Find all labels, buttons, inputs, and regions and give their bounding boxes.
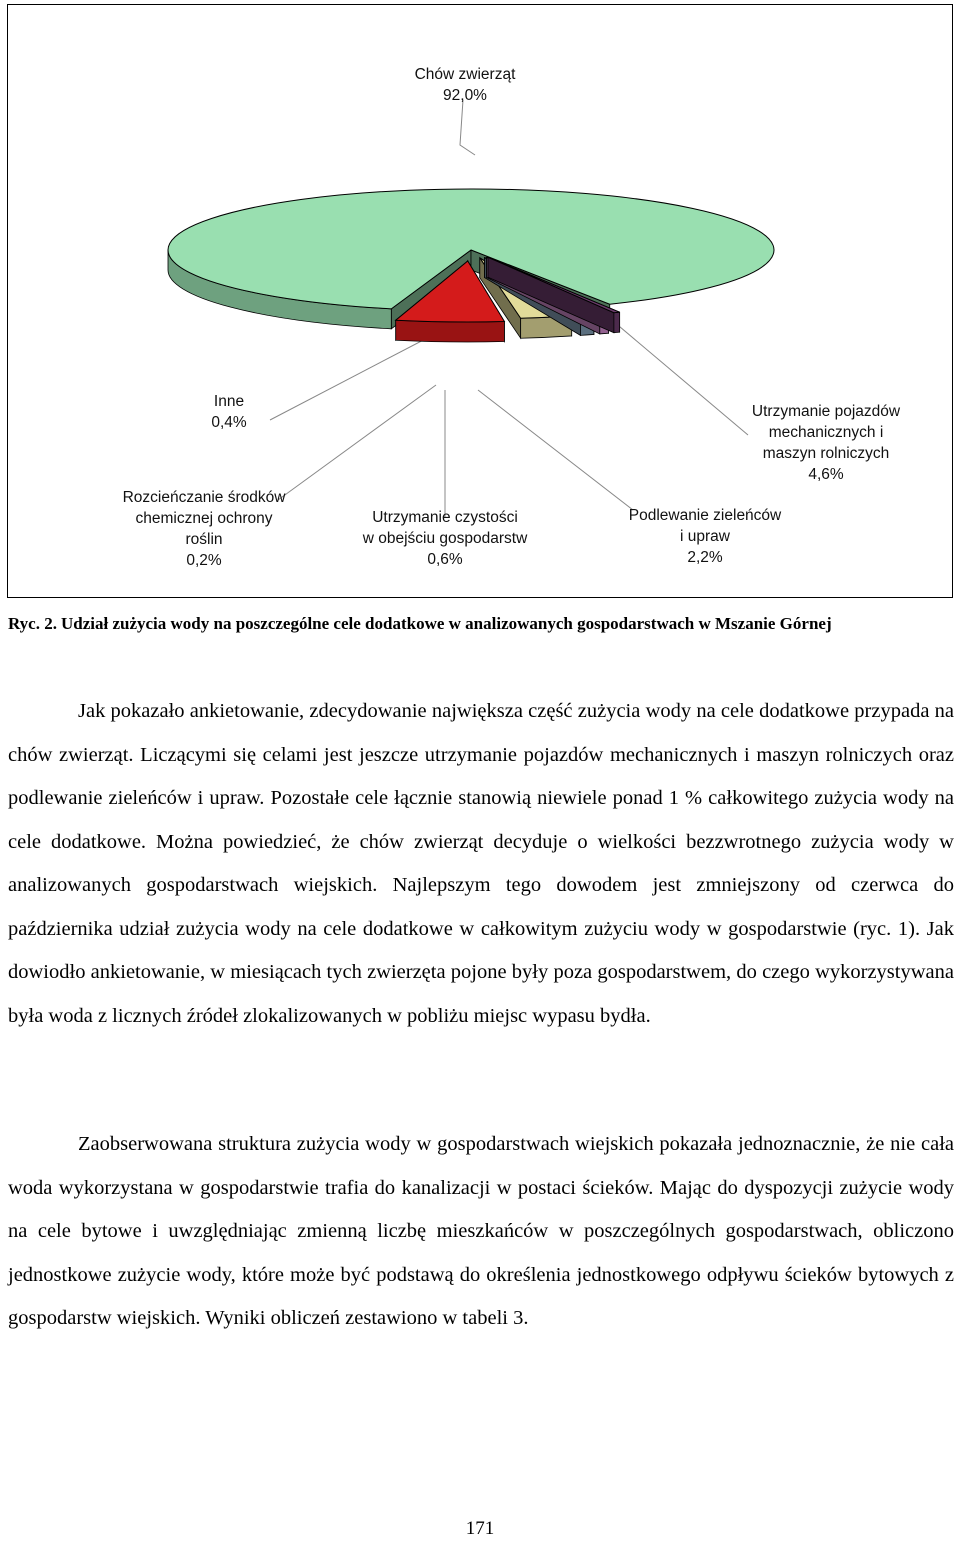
pie-slice-rim	[614, 312, 620, 333]
slice-label	[752, 403, 901, 483]
leader-line	[270, 335, 433, 420]
slice-label-line: Inne	[213, 393, 245, 410]
slice-label-line: 0,4%	[211, 414, 247, 431]
slice-label-line: 0,6%	[427, 551, 463, 568]
slice-label-line: Chów zwierząt	[414, 66, 516, 83]
chart-frame	[7, 4, 953, 598]
slice-label-line: w obejściu gospodarstw	[362, 530, 528, 547]
body-paragraph-2: Zaobserwowana struktura zużycia wody w gospodarstwach wiejskich pokazała jednoznacznie, że nie cała woda wykorzystana w gospodarstwie trafia do kanalizacji w postaci ścieków. Mając do dyspozycji zużycie wody na cele bytowe i uwzględniając zmienną liczbę mieszkańców w poszczególnych gospodarstwach, obliczono jednostkowe zużycie wody, które może być podstawą do określenia jednostkowego odpływu ścieków bytowych z gospodarstw wiejskich. Wyniki obliczeń zestawiono w tabeli 3.	[8, 1133, 954, 1329]
slice-label	[211, 393, 247, 431]
slice-label-line: 2,2%	[687, 549, 723, 566]
slice-label-line: Rozcieńczanie środków	[122, 489, 286, 506]
slice-label	[629, 507, 782, 566]
caption-text: Udział zużycia wody na poszczególne cele dodatkowe w analizowanych gospodarstwach w Mszanie Górnej	[60, 614, 832, 633]
slice-label-line: 92,0%	[443, 87, 487, 104]
leader-line	[278, 385, 436, 500]
body-paragraph-1: Jak pokazało ankietowanie, zdecydowanie największa część zużycia wody na cele dodatkowe przypada na chów zwierząt. Liczącymi się celami jest jeszcze utrzymanie pojazdów mechanicznych i maszyn rolniczych oraz podlewanie zieleńców i upraw. Pozostałe cele łącznie stanowią niewiele ponad 1 % całkowitego zużycia wody na cele dodatkowe. Można powiedzieć, że chów zwierząt decyduje o wielkości bezzwrotnego zużycia wody w analizowanych gospodarstwach wiejskich. Najlepszym tego dowodem jest zmniejszony od czerwca do października udział zużycia wody na cele dodatkowe w całkowitym zużyciu wody w gospodarstwie (ryc. 1). Jak dowiodło ankietowanie, w miesiącach tych zwierzęta pojone były poza gospodarstwem, do czego wykorzystywana była woda z licznych źródeł zlokalizowanych w pobliżu miejsc wypasu bydła.	[8, 700, 954, 1027]
slice-label-line: Utrzymanie czystości	[372, 509, 518, 526]
slice-label-line: roślin	[185, 531, 223, 548]
slice-label-line: Utrzymanie pojazdów	[751, 403, 901, 420]
caption-label: Ryc. 2.	[8, 614, 57, 633]
slice-label	[415, 66, 516, 104]
figure-caption	[8, 612, 954, 636]
leader-line	[460, 100, 475, 155]
slice-label	[362, 509, 528, 568]
page-number: 171	[465, 1518, 495, 1539]
slice-label-line: 4,6%	[808, 466, 844, 483]
slice-label-line: 0,2%	[186, 552, 222, 569]
pie-chart	[8, 5, 952, 597]
slice-label	[123, 489, 287, 569]
pie-slice-rim	[396, 320, 505, 342]
leader-line	[478, 390, 633, 510]
slice-label-line: i upraw	[680, 528, 730, 545]
slice-label-line: Podlewanie zieleńców	[628, 507, 782, 524]
slice-label-line: maszyn rolniczych	[762, 445, 890, 462]
slice-label-line: mechanicznych i	[768, 424, 884, 441]
slice-label-line: chemicznej ochrony	[135, 510, 273, 527]
